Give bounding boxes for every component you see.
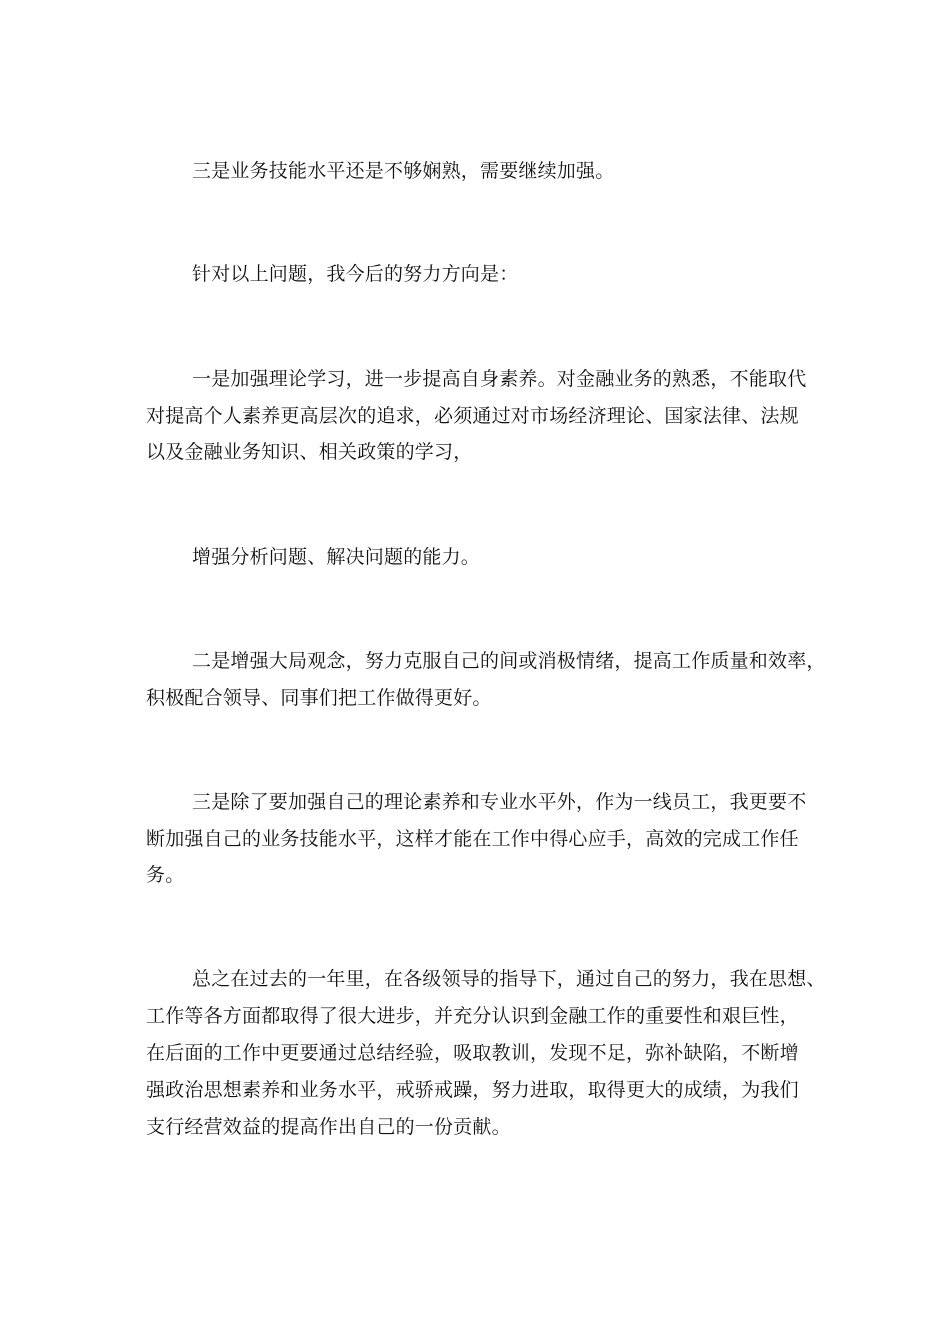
paragraph-weakness-three: 三是业务技能水平还是不够娴熟，需要继续加强。 <box>192 160 615 182</box>
paragraph-analysis-ability: 增强分析问题、解决问题的能力。 <box>192 546 481 568</box>
paragraph-summary-line-3: 在后面的工作中更要通过总结经验，吸取教训，发现不足，弥补缺陷，不断增 <box>146 1042 799 1064</box>
paragraph-summary-line-1: 总之在过去的一年里，在各级领导的指导下，通过自己的努力，我在思想、 <box>192 968 826 990</box>
paragraph-direction-one-line-2: 对提高个人素养更高层次的追求，必须通过对市场经济理论、国家法律、法规 <box>146 405 799 427</box>
paragraph-direction-two-line-1: 二是增强大局观念，努力克服自己的间或消极情绪，提高工作质量和效率， <box>192 650 826 672</box>
paragraph-direction-intro: 针对以上问题，我今后的努力方向是： <box>192 263 519 285</box>
paragraph-direction-three-line-2: 断加强自己的业务技能水平，这样才能在工作中得心应手，高效的完成工作任 <box>146 828 799 850</box>
paragraph-direction-two-line-2: 积极配合领导、同事们把工作做得更好。 <box>146 687 492 709</box>
paragraph-direction-one-line-3: 以及金融业务知识、相关政策的学习， <box>146 441 473 463</box>
paragraph-summary-line-5: 支行经营效益的提高作出自己的一份贡献。 <box>146 1116 511 1138</box>
paragraph-direction-three-line-3: 务。 <box>146 864 185 886</box>
paragraph-summary-line-2: 工作等各方面都取得了很大进步，并充分认识到金融工作的重要性和艰巨性， <box>146 1005 799 1027</box>
paragraph-summary-line-4: 强政治思想素养和业务水平，戒骄戒躁，努力进取，取得更大的成绩，为我们 <box>146 1079 799 1101</box>
paragraph-direction-three-line-1: 三是除了要加强自己的理论素养和专业水平外，作为一线员工，我更要不 <box>192 791 807 813</box>
paragraph-direction-one-line-1: 一是加强理论学习，进一步提高自身素养。对金融业务的熟悉，不能取代 <box>192 368 807 390</box>
